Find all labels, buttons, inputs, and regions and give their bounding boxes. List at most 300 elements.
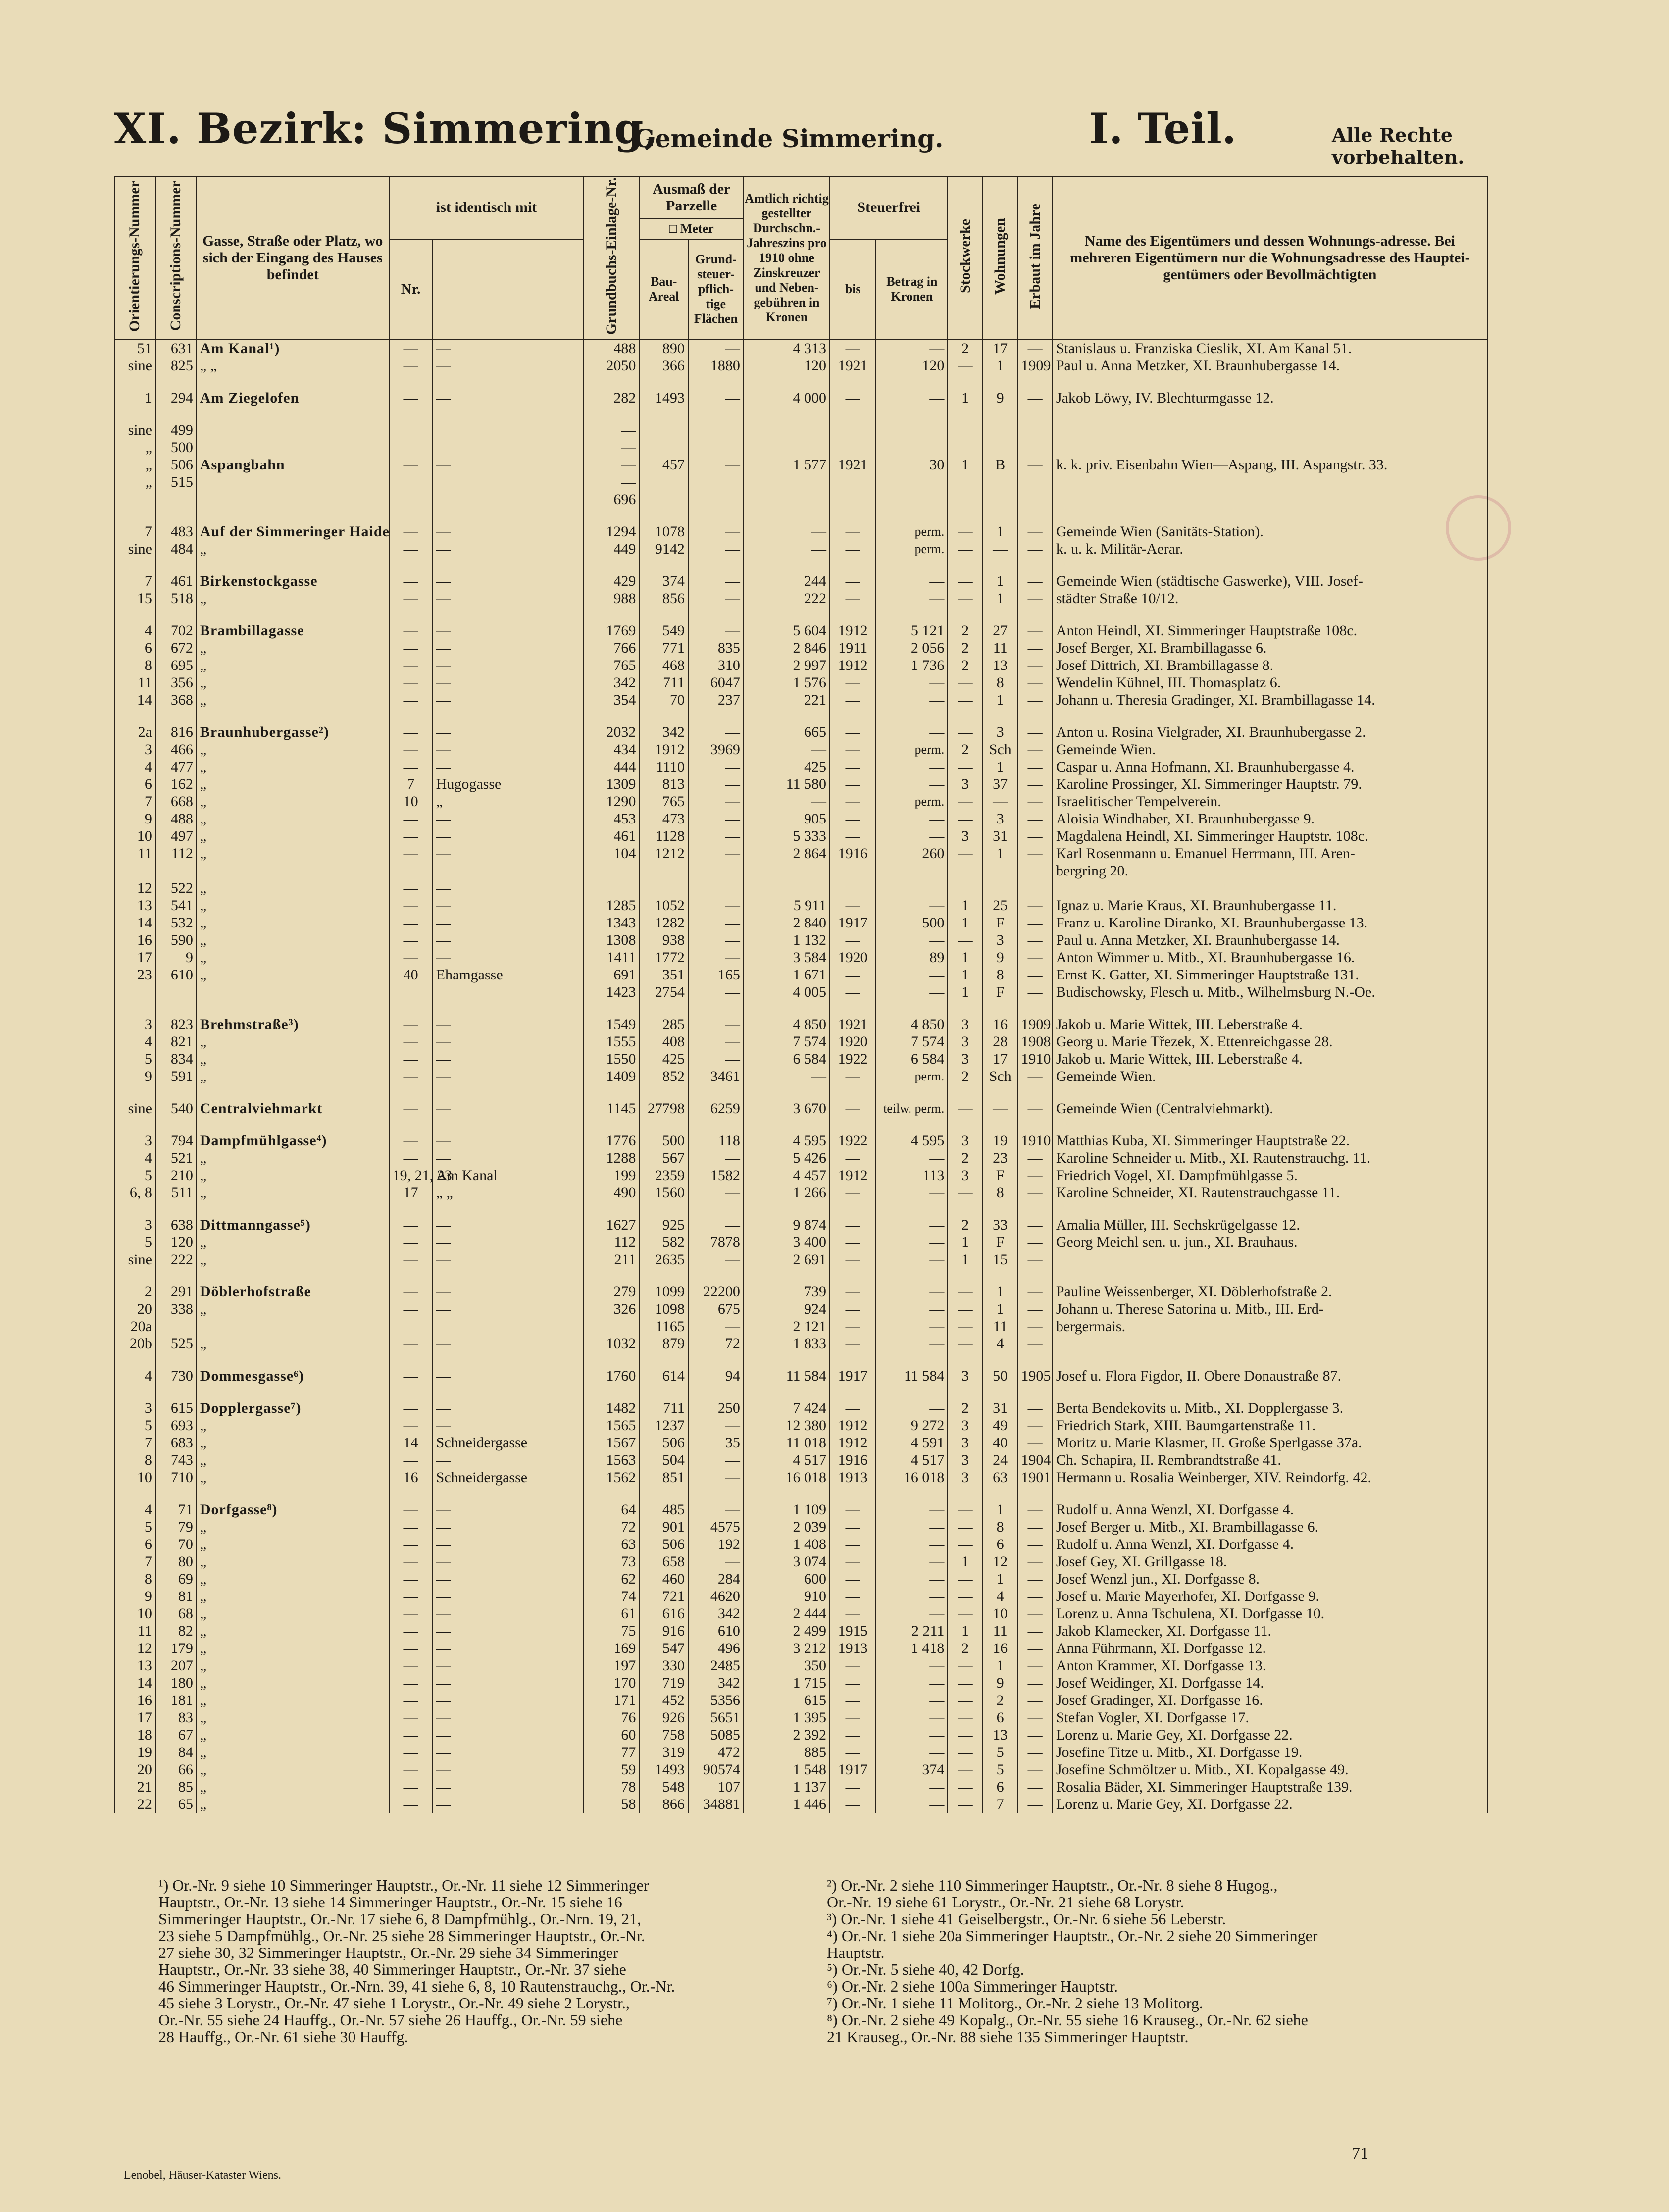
identisch-nr: — (389, 759, 433, 776)
table-row (114, 1336, 1487, 1353)
identisch-name (433, 863, 584, 880)
steuerfrei-betrag: — (876, 1184, 948, 1202)
identisch-nr: — (389, 622, 433, 640)
stockwerke: — (948, 1744, 982, 1761)
jahreszins (744, 422, 830, 439)
wohnungen: 37 (983, 776, 1017, 793)
bau-areal: 547 (639, 1640, 688, 1657)
orient-nr: 20a (114, 1318, 155, 1336)
table-row (114, 541, 1487, 558)
consc-nr: 291 (155, 1284, 197, 1301)
wohnungen: 17 (983, 1051, 1017, 1068)
steuerfrei-betrag: — (876, 1744, 948, 1761)
grundbuch-nr: 2050 (584, 358, 639, 375)
jahreszins: 4 005 (744, 984, 830, 1001)
grundbuch-nr: 1308 (584, 932, 639, 949)
orient-nr: 10 (114, 828, 155, 845)
footnote-line: ⁷) Or.-Nr. 1 siehe 11 Molitorg., Or.-Nr. 2 siehe 13 Molitorg. (827, 1994, 1203, 2012)
wohnungen (983, 474, 1017, 491)
street-name: „ (197, 828, 389, 845)
grund-flaeche: — (688, 915, 744, 932)
owner: Anton Heindl, XI. Simmeringer Hauptstraße 108c. (1053, 622, 1487, 640)
bau-areal: 460 (639, 1571, 688, 1588)
orient-nr: 22 (114, 1796, 155, 1813)
steuerfrei-betrag: 11 584 (876, 1368, 948, 1385)
grund-flaeche: 610 (688, 1623, 744, 1640)
consc-nr: 368 (155, 692, 197, 709)
col-zins: Amtlich richtig gestellter Durchschn.-Jahreszins pro 1910 ohne Zinskreuzer und Neben-gebühren in Kronen (744, 176, 830, 340)
street-name (197, 863, 389, 880)
wohnungen: 63 (983, 1469, 1017, 1487)
erbaut: 1910 (1017, 1051, 1052, 1068)
identisch-nr: — (389, 1796, 433, 1813)
street-name: „ (197, 1301, 389, 1318)
jahreszins: 600 (744, 1571, 830, 1588)
wohnungen: 2 (983, 1692, 1017, 1709)
identisch-name: — (433, 1571, 584, 1588)
identisch-name: — (433, 390, 584, 407)
consc-nr: 71 (155, 1501, 197, 1519)
bau-areal (639, 491, 688, 509)
grundbuch-nr: 2032 (584, 724, 639, 741)
erbaut: — (1017, 984, 1052, 1001)
consc-nr: 207 (155, 1657, 197, 1675)
steuerfrei-betrag: perm. (876, 793, 948, 811)
steuerfrei-bis: 1917 (830, 1761, 876, 1779)
footnote-line: Hauptstr., Or.-Nr. 33 siehe 38, 40 Simmeringer Hauptstr., Or.-Nr. 37 siehe (158, 1960, 626, 1978)
stockwerke: — (948, 1536, 982, 1553)
steuerfrei-bis: — (830, 1217, 876, 1234)
identisch-nr: — (389, 1033, 433, 1051)
jahreszins: 11 584 (744, 1368, 830, 1385)
stockwerke: — (948, 811, 982, 828)
table-row (114, 984, 1487, 1001)
identisch-name: — (433, 1251, 584, 1269)
steuerfrei-betrag: 4 850 (876, 1016, 948, 1033)
erbaut: — (1017, 1779, 1052, 1796)
jahreszins: 2 840 (744, 915, 830, 932)
wohnungen: F (983, 984, 1017, 1001)
col-nr: Nr. (389, 239, 433, 340)
jahreszins: 11 018 (744, 1435, 830, 1452)
wohnungen: 12 (983, 1553, 1017, 1571)
grundbuch-nr: 1288 (584, 1150, 639, 1167)
consc-nr: 120 (155, 1234, 197, 1251)
street-name: „ (197, 967, 389, 984)
stockwerke: — (948, 1692, 982, 1709)
owner: k. k. priv. Eisenbahn Wien—Aspang, III. Aspangstr. 33. (1053, 457, 1487, 474)
jahreszins: 350 (744, 1657, 830, 1675)
consc-nr (155, 984, 197, 1001)
steuerfrei-bis: 1913 (830, 1640, 876, 1657)
stockwerke: 2 (948, 741, 982, 759)
street-name: „ (197, 1709, 389, 1727)
identisch-nr: 14 (389, 1435, 433, 1452)
stockwerke: 1 (948, 915, 982, 932)
steuerfrei-bis: — (830, 897, 876, 915)
erbaut: — (1017, 340, 1052, 358)
grund-flaeche: — (688, 390, 744, 407)
jahreszins: 2 499 (744, 1623, 830, 1640)
identisch-nr: — (389, 1692, 433, 1709)
orient-nr: 21 (114, 1779, 155, 1796)
steuerfrei-betrag: — (876, 1605, 948, 1623)
steuerfrei-bis: — (830, 1692, 876, 1709)
grund-flaeche: 1582 (688, 1167, 744, 1184)
steuerfrei-betrag: — (876, 1536, 948, 1553)
steuerfrei-bis: 1915 (830, 1623, 876, 1640)
consc-nr: 615 (155, 1400, 197, 1417)
street-name: „ (197, 1657, 389, 1675)
identisch-nr: — (389, 1675, 433, 1692)
erbaut: — (1017, 657, 1052, 674)
erbaut: — (1017, 640, 1052, 657)
steuerfrei-betrag: — (876, 1284, 948, 1301)
grundbuch-nr: 1343 (584, 915, 639, 932)
bau-areal: 1078 (639, 523, 688, 541)
identisch-nr: — (389, 1536, 433, 1553)
owner (1053, 474, 1487, 491)
table-row (114, 1234, 1487, 1251)
table-row (114, 457, 1487, 474)
wohnungen: 1 (983, 1657, 1017, 1675)
grundbuch-nr: 453 (584, 811, 639, 828)
grund-flaeche: 496 (688, 1640, 744, 1657)
jahreszins: 2 997 (744, 657, 830, 674)
table-row (114, 1301, 1487, 1318)
grund-flaeche: — (688, 1184, 744, 1202)
identisch-name: — (433, 1501, 584, 1519)
stockwerke: — (948, 1318, 982, 1336)
consc-nr: 69 (155, 1571, 197, 1588)
grundbuch-nr: 1409 (584, 1068, 639, 1085)
steuerfrei-bis: — (830, 340, 876, 358)
grundbuch-nr: 1567 (584, 1435, 639, 1452)
jahreszins: 910 (744, 1588, 830, 1605)
steuerfrei-betrag: — (876, 967, 948, 984)
consc-nr: 541 (155, 897, 197, 915)
identisch-nr: — (389, 657, 433, 674)
owner: Gemeinde Wien. (1053, 741, 1487, 759)
identisch-name: — (433, 880, 584, 897)
steuerfrei-bis: — (830, 1336, 876, 1353)
orient-nr: 3 (114, 1217, 155, 1234)
street-name: „ (197, 880, 389, 897)
steuerfrei-bis: — (830, 541, 876, 558)
table-row (114, 1796, 1487, 1813)
grundbuch-nr: 199 (584, 1167, 639, 1184)
col-identisch-name (433, 239, 584, 340)
owner: Anton Krammer, XI. Dorfgasse 13. (1053, 1657, 1487, 1675)
stockwerke: — (948, 1727, 982, 1744)
orient-nr: sine (114, 422, 155, 439)
consc-nr: 638 (155, 1217, 197, 1234)
grund-flaeche: 6047 (688, 674, 744, 692)
jahreszins: 1 266 (744, 1184, 830, 1202)
grund-flaeche: 22200 (688, 1284, 744, 1301)
jahreszins: 3 670 (744, 1100, 830, 1118)
steuerfrei-betrag: 5 121 (876, 622, 948, 640)
owner: Rosalia Bäder, XI. Simmeringer Hauptstraße 139. (1053, 1779, 1487, 1796)
steuerfrei-bis: — (830, 1284, 876, 1301)
consc-nr: 66 (155, 1761, 197, 1779)
owner (1053, 439, 1487, 457)
bau-areal: 1912 (639, 741, 688, 759)
consc-nr: 610 (155, 967, 197, 984)
grund-flaeche: 118 (688, 1132, 744, 1150)
wohnungen: 3 (983, 811, 1017, 828)
wohnungen: 3 (983, 932, 1017, 949)
grundbuch-nr: 170 (584, 1675, 639, 1692)
table-row (114, 1016, 1487, 1033)
bau-areal (639, 474, 688, 491)
bau-areal: 27798 (639, 1100, 688, 1118)
wohnungen: 3 (983, 724, 1017, 741)
row-spacer (114, 1001, 1487, 1016)
orient-nr: 17 (114, 1709, 155, 1727)
steuerfrei-betrag (876, 439, 948, 457)
erbaut: — (1017, 1100, 1052, 1118)
wohnungen: 11 (983, 1318, 1017, 1336)
identisch-nr: — (389, 1068, 433, 1085)
stockwerke: — (948, 358, 982, 375)
identisch-nr: 40 (389, 967, 433, 984)
grundbuch-nr: 282 (584, 390, 639, 407)
grund-flaeche: 90574 (688, 1761, 744, 1779)
table-row (114, 340, 1487, 358)
identisch-nr: — (389, 640, 433, 657)
wohnungen: 31 (983, 828, 1017, 845)
identisch-name: — (433, 932, 584, 949)
grund-flaeche: 72 (688, 1336, 744, 1353)
owner: Lorenz u. Marie Gey, XI. Dorfgasse 22. (1053, 1796, 1487, 1813)
identisch-nr: — (389, 674, 433, 692)
owner: Josef Berger, XI. Brambillagasse 6. (1053, 640, 1487, 657)
erbaut: — (1017, 523, 1052, 541)
col-identisch: ist identisch mit (389, 176, 584, 239)
table-row (114, 1284, 1487, 1301)
orient-nr: 18 (114, 1727, 155, 1744)
jahreszins (744, 474, 830, 491)
identisch-nr: — (389, 1657, 433, 1675)
steuerfrei-betrag: — (876, 674, 948, 692)
steuerfrei-bis: — (830, 724, 876, 741)
bau-areal: 500 (639, 1132, 688, 1150)
stockwerke: — (948, 1796, 982, 1813)
orient-nr: 4 (114, 1368, 155, 1385)
identisch-nr: — (389, 541, 433, 558)
identisch-nr: — (389, 358, 433, 375)
stockwerke: — (948, 523, 982, 541)
steuerfrei-betrag: 1 418 (876, 1640, 948, 1657)
street-name: „ (197, 1623, 389, 1640)
bau-areal: 711 (639, 674, 688, 692)
owner: Aloisia Windhaber, XI. Braunhubergasse 9. (1053, 811, 1487, 828)
grundbuch-nr: 342 (584, 674, 639, 692)
bau-areal: 1560 (639, 1184, 688, 1202)
grund-flaeche: — (688, 1452, 744, 1469)
stockwerke: 1 (948, 390, 982, 407)
footnotes-left (158, 1877, 767, 2045)
footnote-line: Or.-Nr. 19 siehe 61 Lorystr., Or.-Nr. 21 siehe 68 Lorystr. (827, 1893, 1184, 1911)
orient-nr: 4 (114, 759, 155, 776)
steuerfrei-bis: — (830, 1605, 876, 1623)
bau-areal: 926 (639, 1709, 688, 1727)
consc-nr: 65 (155, 1796, 197, 1813)
table-row (114, 590, 1487, 608)
identisch-name: Ehamgasse (433, 967, 584, 984)
jahreszins: 2 846 (744, 640, 830, 657)
bau-areal: 616 (639, 1605, 688, 1623)
steuerfrei-bis: 1912 (830, 1417, 876, 1435)
erbaut: — (1017, 967, 1052, 984)
identisch-nr: — (389, 457, 433, 474)
consc-nr: 466 (155, 741, 197, 759)
orient-nr: 14 (114, 692, 155, 709)
identisch-nr: — (389, 1417, 433, 1435)
jahreszins: 9 874 (744, 1217, 830, 1234)
wohnungen: 16 (983, 1016, 1017, 1033)
jahreszins: 4 595 (744, 1132, 830, 1150)
consc-nr: 702 (155, 622, 197, 640)
steuerfrei-betrag: — (876, 1217, 948, 1234)
col-stock: Stockwerke (948, 176, 982, 340)
footnote-line: 21 Krauseg., Or.-Nr. 88 siehe 135 Simmeringer Hauptstr. (827, 2028, 1189, 2046)
steuerfrei-bis: 1916 (830, 845, 876, 863)
steuerfrei-betrag: — (876, 1571, 948, 1588)
consc-nr: 631 (155, 340, 197, 358)
wohnungen: Sch (983, 1068, 1017, 1085)
steuerfrei-betrag: — (876, 1251, 948, 1269)
table-row (114, 1692, 1487, 1709)
identisch-nr: — (389, 573, 433, 590)
grund-flaeche: 284 (688, 1571, 744, 1588)
grund-flaeche: — (688, 622, 744, 640)
grund-flaeche: — (688, 1150, 744, 1167)
row-spacer (114, 1487, 1487, 1501)
erbaut (1017, 439, 1052, 457)
bau-areal (639, 880, 688, 897)
erbaut (1017, 422, 1052, 439)
consc-nr: 540 (155, 1100, 197, 1118)
steuerfrei-bis: 1921 (830, 1016, 876, 1033)
wohnungen (983, 880, 1017, 897)
wohnungen: 40 (983, 1435, 1017, 1452)
consc-nr: 710 (155, 1469, 197, 1487)
grundbuch-nr: 354 (584, 692, 639, 709)
grundbuch-nr: 63 (584, 1536, 639, 1553)
street-name: Braunhubergasse²) (197, 724, 389, 741)
owner: Rudolf u. Anna Wenzl, XI. Dorfgasse 4. (1053, 1501, 1487, 1519)
bau-areal: 758 (639, 1727, 688, 1744)
grund-flaeche: — (688, 1033, 744, 1051)
identisch-nr (389, 491, 433, 509)
bau-areal: 916 (639, 1623, 688, 1640)
erbaut: — (1017, 541, 1052, 558)
consc-nr: 730 (155, 1368, 197, 1385)
orient-nr: sine (114, 541, 155, 558)
grund-flaeche (688, 474, 744, 491)
identisch-nr: 17 (389, 1184, 433, 1202)
wohnungen: 4 (983, 1336, 1017, 1353)
wohnungen: 6 (983, 1536, 1017, 1553)
street-name: „ (197, 1605, 389, 1623)
steuerfrei-betrag: 9 272 (876, 1417, 948, 1435)
grund-flaeche: 7878 (688, 1234, 744, 1251)
grund-flaeche: — (688, 949, 744, 967)
consc-nr: 68 (155, 1605, 197, 1623)
stockwerke: — (948, 1657, 982, 1675)
identisch-nr: — (389, 1251, 433, 1269)
erbaut: — (1017, 1284, 1052, 1301)
bau-areal: 866 (639, 1796, 688, 1813)
identisch-name: — (433, 1657, 584, 1675)
wohnungen: 8 (983, 967, 1017, 984)
col-grundbuch: Grundbuchs-Einlage-Nr. (584, 176, 639, 340)
grundbuch-nr: 444 (584, 759, 639, 776)
wohnungen: 33 (983, 1217, 1017, 1234)
grund-flaeche: 4575 (688, 1519, 744, 1536)
col-street: Gasse, Straße oder Platz, wo sich der Eingang des Hauses befindet (197, 176, 389, 340)
page-number: 71 (1352, 2144, 1368, 2162)
table-row (114, 1588, 1487, 1605)
grund-flaeche: — (688, 457, 744, 474)
street-name: „ (197, 674, 389, 692)
jahreszins: 1 132 (744, 932, 830, 949)
identisch-nr: — (389, 1779, 433, 1796)
owner: Ch. Schapira, II. Rembrandtstraße 41. (1053, 1452, 1487, 1469)
orient-nr: „ (114, 439, 155, 457)
wohnungen: 1 (983, 845, 1017, 863)
orient-nr: 20 (114, 1301, 155, 1318)
orient-nr: 2a (114, 724, 155, 741)
street-name: „ (197, 1184, 389, 1202)
table-row (114, 967, 1487, 984)
identisch-nr: — (389, 1519, 433, 1536)
identisch-name (433, 491, 584, 509)
steuerfrei-bis (830, 439, 876, 457)
stockwerke (948, 880, 982, 897)
identisch-name: Schneidergasse (433, 1435, 584, 1452)
owner: Gemeinde Wien. (1053, 1068, 1487, 1085)
grund-flaeche: — (688, 724, 744, 741)
table-row (114, 880, 1487, 897)
steuerfrei-betrag: 260 (876, 845, 948, 863)
steuerfrei-bis (830, 422, 876, 439)
grund-flaeche: — (688, 1251, 744, 1269)
erbaut: — (1017, 932, 1052, 949)
table-row (114, 1132, 1487, 1150)
table-row (114, 1640, 1487, 1657)
identisch-name: — (433, 1368, 584, 1385)
table-row (114, 439, 1487, 457)
consc-nr: 515 (155, 474, 197, 491)
steuerfrei-betrag: perm. (876, 523, 948, 541)
street-name: „ (197, 1336, 389, 1353)
jahreszins: 1 109 (744, 1501, 830, 1519)
orient-nr: 7 (114, 523, 155, 541)
table-row (114, 1744, 1487, 1761)
consc-nr: 85 (155, 1779, 197, 1796)
owner: Georg Meichl sen. u. jun., XI. Brauhaus. (1053, 1234, 1487, 1251)
consc-nr: 210 (155, 1167, 197, 1184)
orient-nr: 20 (114, 1761, 155, 1779)
house-register-table (114, 176, 1488, 1813)
street-name: „ (197, 692, 389, 709)
identisch-name: — (433, 657, 584, 674)
orient-nr: 8 (114, 1571, 155, 1588)
grund-flaeche: 165 (688, 967, 744, 984)
